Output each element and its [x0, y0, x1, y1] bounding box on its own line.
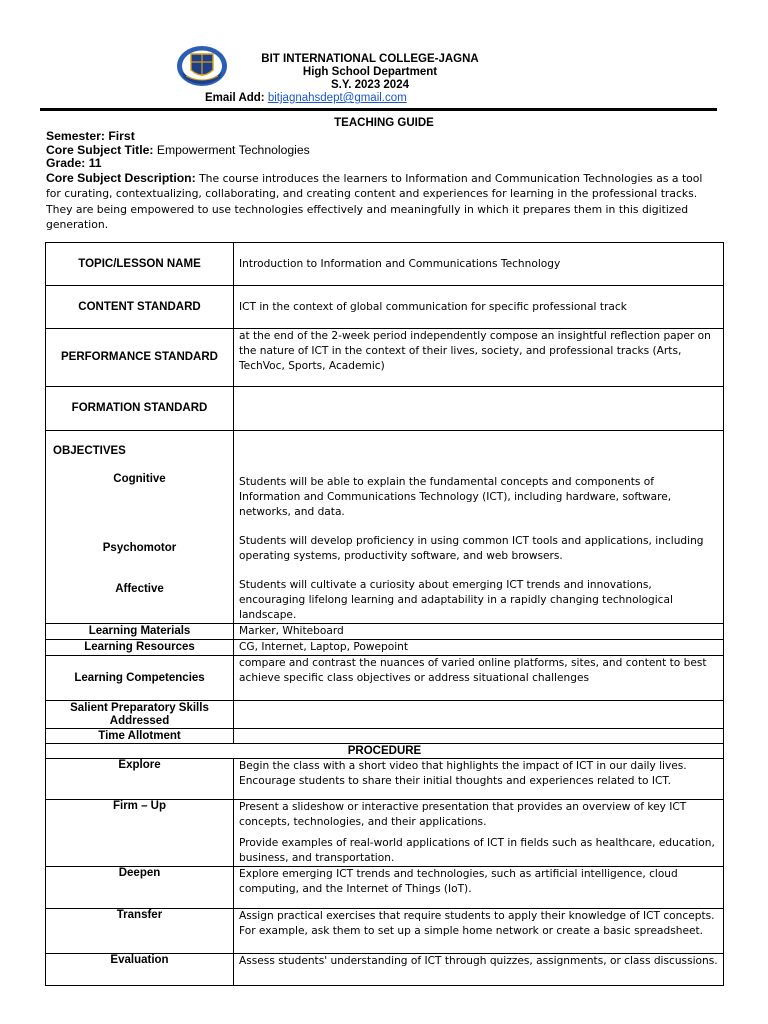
formation-standard-value — [234, 387, 724, 431]
deepen-value: Explore emerging ICT trends and technologies, such as artificial intelligence, cloud computing, and the Internet of Things (IoT). — [234, 867, 724, 909]
resources-value: CG, Internet, Laptop, Powepoint — [234, 640, 724, 656]
table-row — [46, 656, 724, 701]
email-link[interactable]: bitjagnahsdept@gmail.com — [267, 92, 407, 104]
grade-value: 11 — [88, 156, 102, 170]
time-allotment-label: Time Allotment — [46, 729, 234, 744]
skills-label: Salient Preparatory Skills Addressed — [46, 701, 234, 729]
table-row — [46, 387, 724, 431]
table-row — [46, 243, 724, 286]
explore-label: Explore — [46, 759, 234, 800]
performance-standard-label: PERFORMANCE STANDARD — [46, 329, 234, 387]
topic-label: TOPIC/LESSON NAME — [46, 243, 234, 286]
firm-up-step-1: Present a slideshow or interactive presentation that provides an overview of key ICT concepts, technologies, and their applications. — [239, 801, 687, 828]
teaching-guide-table — [45, 242, 724, 986]
transfer-label: Transfer — [46, 909, 234, 954]
table-row — [46, 867, 724, 909]
affective-value: Students will cultivate a curiosity about emerging ICT trends and innovations, encouraging lifelong learning and adaptability in a rapidly changing technological landscape. — [239, 579, 673, 621]
semester-value: First — [108, 129, 135, 143]
psychomotor-label: Psychomotor — [102, 542, 177, 554]
objectives-label-cell — [46, 431, 234, 624]
table-row — [46, 800, 724, 867]
description-text: The course introduces the learners to Information and Communication Technologies as a tool for curating, contextualizing, collaborating, and creating content and experiences for learning in the professional tracks. They are being empowered to use technologies effectively and meaningfully in which it prepares them in this digitized generation. — [46, 171, 703, 231]
header-divider — [40, 108, 717, 111]
table-row — [46, 729, 724, 744]
psychomotor-value: Students will develop proficiency in using common ICT tools and applications, including operating systems, productivity software, and web browsers. — [239, 535, 704, 562]
table-row — [46, 954, 724, 986]
cognitive-label: Cognitive — [113, 473, 166, 485]
page-title: TEACHING GUIDE — [334, 117, 434, 129]
semester-label: Semester: — [46, 129, 105, 143]
email-label: Email Add: — [205, 92, 265, 104]
explore-value: Begin the class with a short video that highlights the impact of ICT in our daily lives. Encourage students to share their initial thoughts and experiences related to ICT. — [234, 759, 724, 800]
materials-value: Marker, Whiteboard — [234, 624, 724, 640]
competencies-label: Learning Competencies — [46, 656, 234, 701]
description-label: Core Subject Description: — [46, 170, 196, 185]
formation-standard-label: FORMATION STANDARD — [46, 387, 234, 431]
table-row — [46, 701, 724, 729]
department-name: High School Department — [302, 66, 438, 78]
table-row — [46, 286, 724, 329]
competencies-value: compare and contrast the nuances of varied online platforms, sites, and content to best achieve specific class objectives or address situational challenges — [234, 656, 724, 701]
time-allotment-value — [234, 729, 724, 744]
objectives-value-cell — [234, 431, 724, 624]
firm-up-value — [234, 800, 724, 867]
table-row — [46, 329, 724, 387]
deepen-label: Deepen — [46, 867, 234, 909]
school-year: S.Y. 2023 2024 — [330, 79, 409, 91]
table-row — [46, 759, 724, 800]
firm-up-step-2: Provide examples of real-world applications of ICT in fields such as healthcare, education, business, and transportation. — [239, 837, 715, 864]
evaluation-value: Assess students' understanding of ICT through quizzes, assignments, or class discussions. — [234, 954, 724, 986]
skills-value — [234, 701, 724, 729]
subject-info — [46, 130, 718, 233]
table-row — [46, 640, 724, 656]
cognitive-value: Students will be able to explain the fundamental concepts and components of Information and Communications Technology (ICT), including hardware, software, networks, and data. — [239, 476, 672, 518]
table-row — [46, 909, 724, 954]
transfer-value: Assign practical exercises that require students to apply their knowledge of ICT concepts. For example, ask them to set up a simple home network or create a basic spreadsheet. — [234, 909, 724, 954]
content-standard-value: ICT in the context of global communication for specific professional track — [234, 286, 724, 329]
table-row — [46, 744, 724, 759]
resources-label: Learning Resources — [46, 640, 234, 656]
objectives-label: OBJECTIVES — [53, 445, 126, 457]
affective-label: Affective — [115, 583, 164, 595]
table-row — [46, 431, 724, 624]
core-title-value: Empowerment Technologies — [156, 142, 310, 157]
evaluation-label: Evaluation — [46, 954, 234, 986]
core-title-label: Core Subject Title: — [46, 142, 154, 157]
table-row — [46, 624, 724, 640]
content-standard-label: CONTENT STANDARD — [46, 286, 234, 329]
document-header — [0, 0, 768, 110]
email-line — [205, 92, 407, 104]
school-name: BIT INTERNATIONAL COLLEGE-JAGNA — [261, 53, 479, 65]
grade-label: Grade: — [46, 156, 86, 170]
firm-up-label: Firm – Up — [46, 800, 234, 867]
procedure-heading: PROCEDURE — [46, 744, 724, 759]
performance-standard-value: at the end of the 2-week period independently compose an insightful reflection paper on the nature of ICT in the context of their lives, society, and professional tracks (Arts, TechVoc, Sports, Academic) — [234, 329, 724, 387]
school-heading — [200, 53, 540, 92]
topic-value: Introduction to Information and Communications Technology — [234, 243, 724, 286]
materials-label: Learning Materials — [46, 624, 234, 640]
